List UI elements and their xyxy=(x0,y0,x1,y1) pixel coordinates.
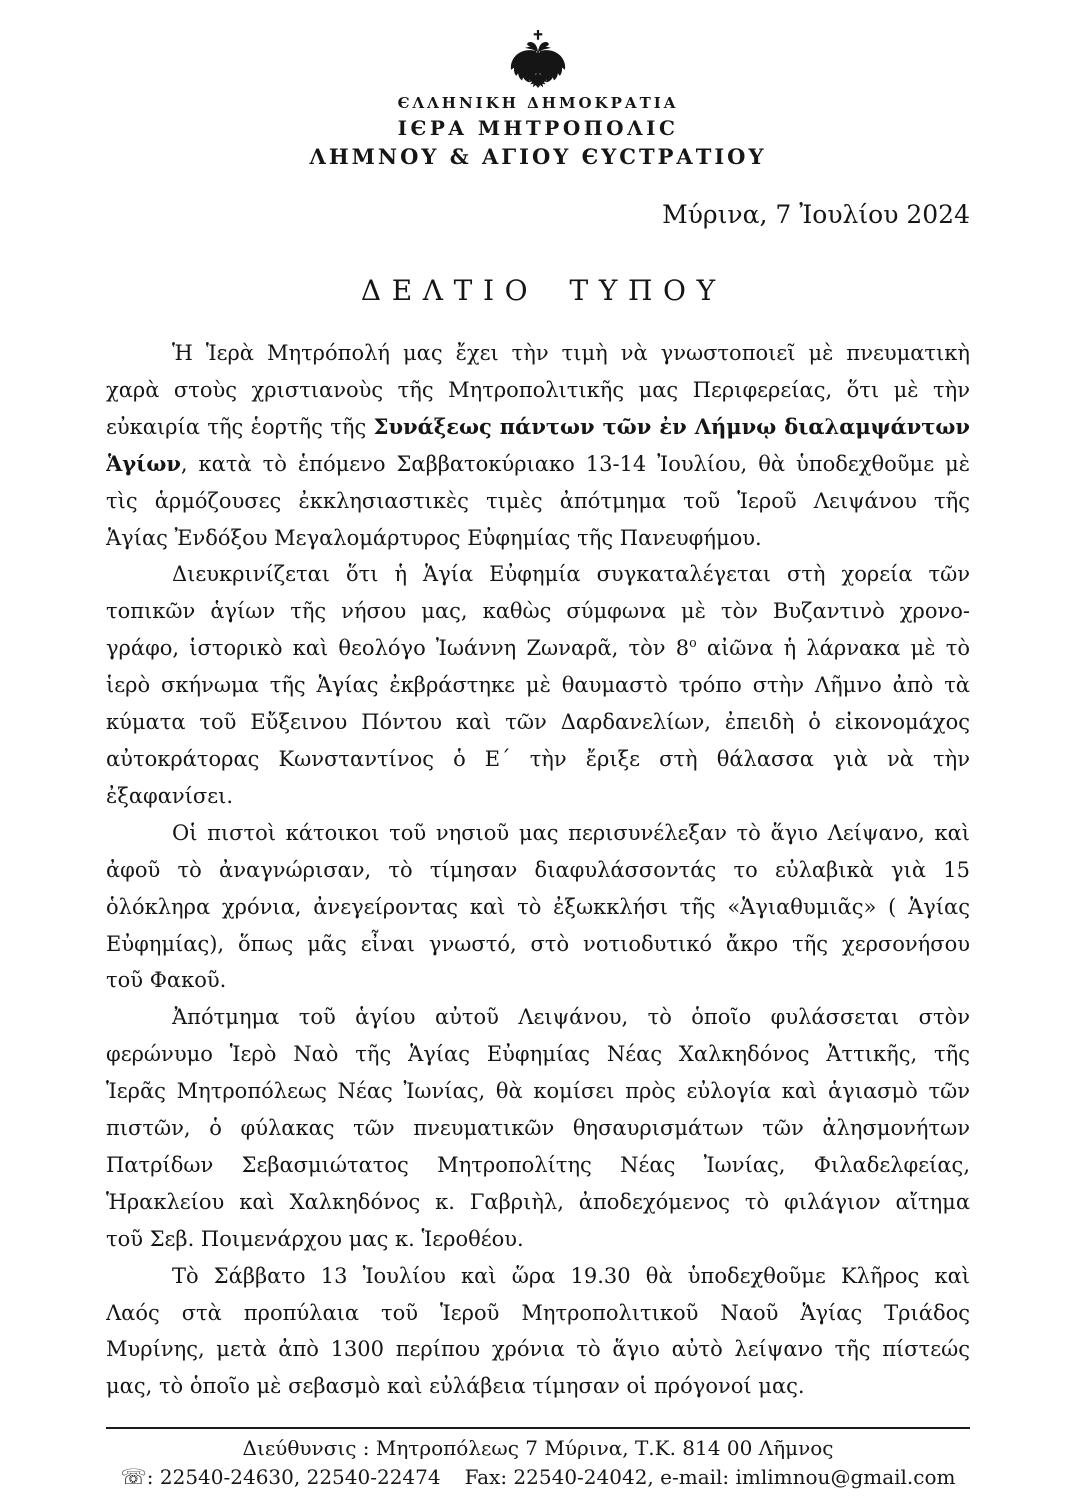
body-line: τοῦ Σεβ. Ποιμενάρχου μας κ. Ἱεροθέου. xyxy=(106,1226,524,1251)
body-line: Ἱερᾶς Μητροπόλεως Νέας Ἰωνίας, θὰ κομίσει πρὸς εὐλογία καὶ ἁγιασμὸ τῶν xyxy=(106,1079,970,1104)
body-paragraph xyxy=(106,556,970,814)
body-line: Εὐφημίας), ὅπως μᾶς εἶναι γνωστό, στὸ νοτιοδυτικό ἄκρο τῆς χερσονήσου xyxy=(106,931,970,956)
body-line: Λαός στὰ προπύλαια τοῦ Ἱεροῦ Μητροπολιτικοῦ Ναοῦ Ἁγίας Τριάδος xyxy=(106,1300,970,1325)
body-line: Διευκρινίζεται ὅτι ἡ Ἁγία Εὐφημία συγκαταλέγεται στὴ χορεία τῶν xyxy=(172,562,970,587)
footer-fax-email: Fax: 22540-24042, e-mail: imlimnou@gmail.com xyxy=(464,1465,956,1489)
footer-divider xyxy=(106,1427,970,1429)
body-line: Μυρίνης, μετὰ ἀπὸ 1300 περίπου χρόνια τὸ ἅγιο αὐτὸ λείψανο τῆς πίστεώς xyxy=(106,1337,970,1362)
body-line: πιστῶν, ὁ φύλακας τῶν πνευματικῶν θησαυρισμάτων τῶν ἀλησμονήτων xyxy=(106,1116,970,1141)
body-line: ἀφοῦ τὸ ἀναγνώρισαν, τὸ τίμησαν διαφυλάσσοντάς το εὐλαβικὰ γιὰ 15 xyxy=(106,857,970,882)
dateline: Μύρινα, 7 Ἰουλίου 2024 xyxy=(662,200,970,229)
body-line: Ἡρακλείου καὶ Χαλκηδόνος κ. Γαβριὴλ, ἀποδεχόμενος τὸ φιλάγιον αἴτημα xyxy=(106,1189,970,1214)
body-line: Ἁγίων, κατὰ τὸ ἑπόμενο Σαββατοκύριακο 13-14 Ἰουλίου, θὰ ὑποδεχθοῦμε μὲ xyxy=(106,450,970,476)
footer-contact xyxy=(106,1464,970,1490)
body-paragraph xyxy=(106,1258,970,1406)
body-line: Ἀπότμημα τοῦ ἁγίου αὐτοῦ Λειψάνου, τὸ ὁποῖο φυλάσσεται στὸν xyxy=(172,1005,970,1030)
body-paragraph xyxy=(106,815,970,1000)
body-line: ἱερὸ σκήνωμα τῆς Ἁγίας ἐκβράστηκε μὲ θαυμαστὸ τρόπο στὴν Λῆμνο ἀπὸ τὰ xyxy=(106,673,970,698)
double-headed-eagle-icon xyxy=(507,30,569,88)
letterhead-diocese-line: ΛΗΜΝΟΥ & ΑΓΙΟΥ ЄΥCΤΡΑΤΙΟΥ xyxy=(309,144,767,169)
body-paragraph xyxy=(106,999,970,1257)
letterhead-metropolis-line: ΙЄΡΑ ΜΗΤΡΟΠΟΛΙC xyxy=(397,116,679,140)
footer-phone-numbers: 22540-24630, 22540-22474 xyxy=(159,1465,441,1489)
body-line: φερώνυμο Ἱερὸ Ναὸ τῆς Ἁγίας Εὐφημίας Νέας Χαλκηδόνος Ἀττικῆς, τῆς xyxy=(106,1042,970,1067)
body-line: γράφο, ἱστορικὸ καὶ θεολόγο Ἰωάννη Ζωναρᾶ, τὸν $8^o$ αἰῶνα ἡ λάρνακα μὲ τὸ xyxy=(106,635,970,661)
letterhead-state-line: ЄΛΛΗΝΙΚΗ ΔΗΜΟΚΡΑΤΙΑ xyxy=(397,94,679,112)
body-line: αὐτοκράτορας Κωνσταντίνος ὁ Ε΄ τὴν ἔριξε στὴ θάλασσα γιὰ νὰ τὴν xyxy=(106,746,970,771)
body-line: ἐξαφανίσει. xyxy=(106,783,234,808)
document-body xyxy=(106,335,970,1405)
document-title: ΔΕΛΤΙΟ ΤΥΠΟΥ xyxy=(360,274,726,307)
body-line: τὶς ἁρμόζουσες ἐκκλησιαστικὲς τιμὲς ἀπότμημα τοῦ Ἱεροῦ Λειψάνου τῆς xyxy=(106,488,970,513)
body-line: τοῦ Φακοῦ. xyxy=(106,968,227,993)
body-line: ὁλόκληρα χρόνια, ἀνεγείροντας καὶ τὸ ἐξωκκλήσι τῆς «Ἁγιαθυμιᾶς» ( Ἁγίας xyxy=(106,894,970,919)
footer xyxy=(106,1427,970,1490)
body-line: Τὸ Σάββατο 13 Ἰουλίου καὶ ὥρα 19.30 θὰ ὑποδεχθοῦμε Κλῆρος καὶ xyxy=(172,1263,970,1288)
body-line: μας, τὸ ὁποῖο μὲ σεβασμὸ καὶ εὐλάβεια τίμησαν οἱ πρόγονοί μας. xyxy=(106,1374,805,1399)
body-line: Πατρίδων Σεβασμιώτατος Μητροπολίτης Νέας Ἰωνίας, Φιλαδελφείας, xyxy=(106,1152,970,1177)
footer-address: Διεύθυνσις : Μητροπόλεως 7 Μύρινα, Τ.Κ. 814 00 Λῆμνος xyxy=(242,1436,834,1460)
body-line: κύματα τοῦ Εὔξεινου Πόντου καὶ τῶν Δαρδανελίων, ἐπειδὴ ὁ εἰκονομάχος xyxy=(106,710,970,735)
telephone-icon: ☏ xyxy=(120,1465,147,1489)
body-line: Οἱ πιστοὶ κάτοικοι τοῦ νησιοῦ μας περισυνέλεξαν τὸ ἅγιο Λείψανο, καὶ xyxy=(172,820,970,845)
letterhead xyxy=(106,30,970,169)
body-line: Ἁγίας Ἐνδόξου Μεγαλομάρτυρος Εὐφημίας τῆς Πανευφήμου. xyxy=(106,525,762,550)
body-line: τοπικῶν ἁγίων τῆς νήσου μας, καθὼς σύμφωνα μὲ τὸν Βυζαντινὸ χρονο- xyxy=(106,599,970,624)
body-paragraph xyxy=(106,335,970,556)
footer-contact-colon: : xyxy=(146,1465,154,1489)
body-line: εὐκαιρία τῆς ἑορτῆς τῆς Συνάξεως πάντων τῶν ἐν Λήμνῳ διαλαμψάντων xyxy=(106,413,970,439)
body-line: Ἡ Ἱερὰ Μητρόπολή μας ἔχει τὴν τιμὴ νὰ γνωστοποιεῖ μὲ πνευματικὴ xyxy=(172,341,970,365)
body-line: χαρὰ στοὺς χριστιανοὺς τῆς Μητροπολιτικῆς μας Περιφερείας, ὅτι μὲ τὴν xyxy=(106,377,970,402)
